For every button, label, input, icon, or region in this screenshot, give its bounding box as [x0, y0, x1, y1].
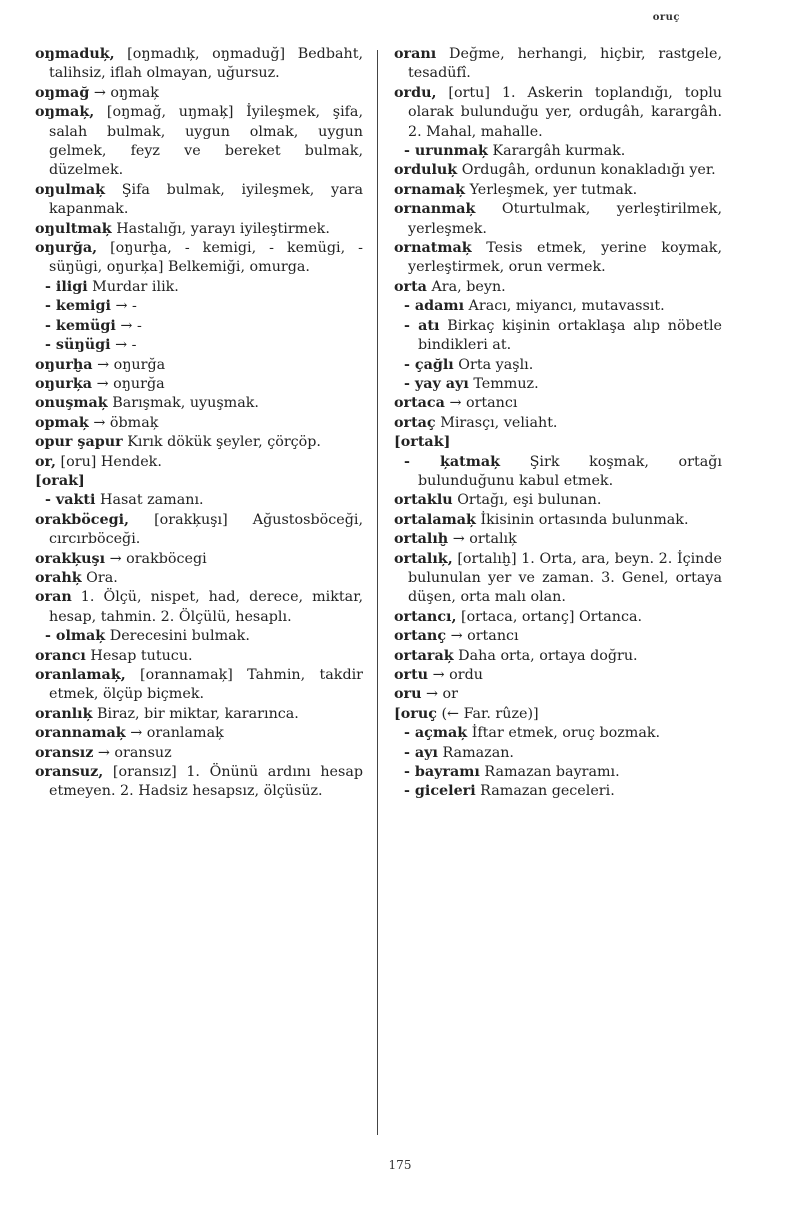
entry-definition: Orta yaşlı.	[453, 356, 534, 373]
entry-headword: orannamaķ	[35, 725, 126, 742]
dictionary-entry	[394, 297, 722, 316]
dictionary-entry	[35, 491, 363, 510]
entry-definition: Biraz, bir miktar, kararınca.	[92, 705, 299, 722]
entry-headword: ortaca	[394, 395, 445, 412]
dictionary-entry	[394, 45, 722, 84]
entry-headword: oranlamaķ,	[35, 667, 126, 683]
dictionary-entry	[35, 550, 363, 569]
dictionary-entry	[394, 433, 722, 452]
dictionary-entry	[35, 414, 363, 433]
entry-headword: ornamaķ	[394, 181, 466, 198]
entry-headword: - ķatmaķ	[404, 453, 501, 470]
dictionary-entry	[394, 744, 722, 763]
dictionary-entry	[394, 530, 722, 549]
entry-headword: oŋmaķ,	[35, 104, 95, 121]
entry-definition: 1. Ölçü, nispet, had, derece, miktar, hesap, tahmin. 2. Ölçülü, hesaplı.	[49, 589, 363, 625]
dictionary-entry	[394, 685, 722, 704]
entry-headword: oŋulmaķ	[35, 181, 106, 198]
left-column	[35, 45, 363, 802]
entry-definition: Ortağı, eşi bulunan.	[452, 492, 602, 509]
entry-headword: oransuz,	[35, 764, 104, 781]
entry-definition: Ara, beyn.	[426, 278, 506, 295]
dictionary-entry	[394, 608, 722, 627]
dictionary-entry	[394, 181, 722, 200]
entry-definition: [orannamaķ] Tahmin, takdir etmek, ölçüp biçmek.	[49, 667, 363, 703]
dictionary-entry	[394, 666, 722, 685]
entry-definition: Ramazan.	[437, 744, 514, 761]
entry-headword: or,	[35, 453, 57, 470]
dictionary-entry	[35, 220, 363, 239]
entry-headword: oŋmağ	[35, 84, 90, 101]
entry-headword: [orak]	[35, 472, 85, 489]
entry-headword: - kemigi	[45, 298, 111, 315]
entry-headword: ornatmaķ	[394, 240, 472, 257]
dictionary-entry	[35, 627, 363, 646]
entry-definition: [orakķuşı] Ağustosböceği, cırcırböceği.	[49, 511, 363, 548]
entry-definition: Murdar ilik.	[87, 278, 179, 295]
entry-definition: Temmuz.	[468, 375, 539, 392]
dictionary-entry	[35, 181, 363, 220]
entry-headword: - bayramı	[404, 764, 480, 781]
entry-headword: [ortak]	[394, 434, 451, 451]
entry-headword: orakböcegi,	[35, 511, 129, 528]
entry-definition: Mirasçı, veliaht.	[435, 414, 558, 431]
entry-definition: → -	[110, 337, 137, 354]
entry-headword: onuşmaķ	[35, 395, 108, 412]
dictionary-entry	[35, 763, 363, 802]
column-divider	[377, 50, 378, 1135]
running-head: oruç	[652, 12, 680, 23]
entry-headword: orduluķ	[394, 162, 458, 179]
dictionary-entry	[35, 375, 363, 394]
dictionary-entry	[394, 200, 722, 239]
entry-headword: - giceleri	[404, 783, 476, 800]
entry-definition: [oransız] 1. Önünü ardını hesap etmeyen. 2. Hadsiz hesapsız, ölçüsüz.	[49, 764, 363, 800]
dictionary-entry	[394, 317, 722, 356]
entry-headword: oŋmaduķ,	[35, 46, 115, 62]
entry-headword: - kemügi	[45, 317, 116, 334]
entry-definition: → oransuz	[93, 744, 172, 761]
entry-definition: → öbmaķ	[88, 414, 159, 431]
dictionary-entry	[394, 161, 722, 180]
entry-definition: Ordugâh, ordunun konakladığı yer.	[457, 162, 716, 179]
entry-definition: → ortancı	[444, 395, 518, 412]
dictionary-entry	[35, 588, 363, 627]
entry-definition: → orakböcegi	[105, 550, 207, 567]
entry-definition: [ortaca, ortanç] Ortanca.	[456, 608, 643, 625]
entry-definition: Ora.	[81, 569, 118, 586]
entry-definition: → oŋurğa	[92, 356, 166, 373]
dictionary-entry	[394, 84, 722, 142]
entry-definition: Oturtulmak, yerleştirilmek, yerleşmek.	[408, 201, 722, 237]
entry-definition: → -	[110, 298, 137, 315]
entry-headword: orancı	[35, 647, 86, 664]
dictionary-entry	[394, 394, 722, 413]
entry-headword: ortalamaķ	[394, 511, 476, 528]
dictionary-entry	[35, 705, 363, 724]
entry-definition: → -	[115, 317, 142, 334]
entry-definition: Ramazan geceleri.	[475, 783, 615, 800]
entry-definition: Şifa bulmak, iyileşmek, yara kapanmak.	[49, 181, 363, 218]
entry-definition: (← Far. rûze)]	[436, 705, 539, 722]
entry-definition: → oŋmaķ	[89, 84, 159, 101]
entry-headword: - iligi	[45, 278, 88, 295]
entry-headword: ortu	[394, 667, 429, 683]
entry-headword: oŋultmaķ	[35, 220, 112, 237]
dictionary-entry	[394, 511, 722, 530]
entry-headword: - süŋügi	[45, 337, 111, 354]
entry-definition: [oŋmadıķ, oŋmaduğ] Bedbaht, talihsiz, iflah olmayan, uğursuz.	[49, 46, 363, 82]
entry-headword: orahķ	[35, 569, 82, 586]
entry-headword: - atı	[404, 317, 440, 334]
entry-definition: Tesis etmek, yerine koymak, yerleştirmek, orun vermek.	[408, 240, 722, 276]
entry-definition: Hasat zamanı.	[95, 492, 204, 509]
entry-headword: - açmaķ	[404, 725, 468, 742]
entry-headword: opmaķ	[35, 414, 89, 431]
entry-definition: Şirk koşmak, ortağı bulunduğunu kabul etmek.	[418, 453, 722, 489]
entry-headword: oŋurğa,	[35, 240, 98, 257]
dictionary-entry	[35, 336, 363, 355]
entry-definition: Yerleşmek, yer tutmak.	[465, 181, 638, 198]
dictionary-entry	[394, 278, 722, 297]
dictionary-entry	[394, 356, 722, 375]
dictionary-entry	[394, 550, 722, 608]
dictionary-entry	[394, 414, 722, 433]
entry-definition: [ortu] 1. Askerin toplandığı, toplu olarak bulunduğu yer, ordugâh, karargâh. 2. Mahal, mahalle.	[408, 84, 722, 140]
entry-headword: oŋurḫa	[35, 356, 93, 373]
entry-definition: [oru] Hendek.	[56, 453, 162, 470]
dictionary-entry	[394, 647, 722, 666]
dictionary-entry	[394, 627, 722, 646]
entry-definition: Daha orta, ortaya doğru.	[453, 647, 638, 664]
entry-headword: - adamı	[404, 298, 464, 315]
entry-definition: Derecesini bulmak.	[105, 628, 250, 645]
entry-definition: → ordu	[428, 667, 483, 683]
dictionary-entry	[35, 103, 363, 181]
entry-headword: [oruç	[394, 705, 437, 722]
entry-definition: Barışmak, uyuşmak.	[107, 395, 259, 412]
entry-headword: orta	[394, 278, 427, 295]
entry-definition: İftar etmek, oruç bozmak.	[467, 725, 661, 742]
dictionary-entry	[35, 472, 363, 491]
dictionary-entry	[394, 375, 722, 394]
entry-headword: oranı	[394, 46, 437, 62]
entry-headword: opur şapur	[35, 434, 123, 451]
page-number: 175	[388, 1158, 412, 1172]
dictionary-entry	[35, 433, 363, 452]
dictionary-entry	[394, 491, 722, 510]
dictionary-entry	[35, 744, 363, 763]
entry-headword: ortaç	[394, 414, 436, 431]
dictionary-entry	[35, 666, 363, 705]
entry-headword: ornanmaķ	[394, 201, 476, 218]
dictionary-entry	[394, 705, 722, 724]
entry-definition: [oŋmağ, uŋmaķ] İyileşmek, şifa, salah bulmak, uygun olmak, uygun gelmek, feyz ve bereket bulmak, düzelmek.	[49, 104, 363, 179]
dictionary-entry	[35, 278, 363, 297]
entry-headword: - olmaķ	[45, 628, 106, 645]
entry-headword: - vakti	[45, 492, 96, 509]
dictionary-entry	[35, 297, 363, 316]
entry-definition: Ramazan bayramı.	[479, 764, 620, 781]
entry-definition: → ortancı	[446, 628, 519, 645]
entry-definition: → or	[421, 686, 458, 703]
entry-definition: [oŋurḫa, - kemigi, - kemügi, - süŋügi, oŋurķa] Belkemiği, omurga.	[49, 240, 363, 276]
entry-headword: ortalıḫ	[394, 531, 449, 548]
entry-headword: oran	[35, 589, 72, 606]
dictionary-entry	[394, 782, 722, 801]
entry-headword: oranlıķ	[35, 705, 93, 722]
dictionary-entry	[394, 724, 722, 743]
dictionary-entry	[394, 453, 722, 492]
entry-headword: ortancı,	[394, 608, 457, 625]
dictionary-entry	[35, 647, 363, 666]
entry-definition: Hastalığı, yarayı iyileştirmek.	[111, 220, 330, 237]
dictionary-entry	[35, 84, 363, 103]
dictionary-entry	[35, 317, 363, 336]
entry-headword: ortalıķ,	[394, 550, 453, 567]
dictionary-entry	[394, 142, 722, 161]
dictionary-entry	[35, 394, 363, 413]
entry-headword: oŋurķa	[35, 375, 93, 392]
entry-definition: Değme, herhangi, hiçbir, rastgele, tesadüfî.	[408, 46, 722, 82]
dictionary-entry	[394, 763, 722, 782]
entry-headword: ortanç	[394, 628, 447, 645]
entry-definition: Kırık dökük şeyler, çörçöp.	[122, 434, 321, 451]
entry-headword: oransız	[35, 744, 94, 761]
entry-definition: Karargâh kurmak.	[487, 143, 626, 160]
entry-headword: - çağlı	[404, 356, 454, 373]
entry-headword: ortaraķ	[394, 647, 454, 664]
dictionary-entry	[35, 45, 363, 84]
dictionary-entry	[35, 239, 363, 278]
entry-headword: - urunmaķ	[404, 143, 488, 160]
entry-headword: oru	[394, 686, 422, 703]
entry-definition: [ortalıḫ] 1. Orta, ara, beyn. 2. İçinde bulunulan yer ve zaman. 3. Genel, ortaya düşen, orta malı olan.	[408, 550, 722, 606]
dictionary-entry	[35, 511, 363, 550]
dictionary-entry	[35, 569, 363, 588]
entry-headword: ordu,	[394, 84, 437, 101]
entry-definition: Aracı, miyancı, mutavassıt.	[464, 298, 665, 315]
entry-headword: - ayı	[404, 744, 438, 761]
entry-definition: İkisinin ortasında bulunmak.	[475, 511, 689, 528]
entry-definition: Birkaç kişinin ortaklaşa alıp nöbetle bindikleri at.	[418, 317, 722, 354]
dictionary-entry	[35, 453, 363, 472]
entry-definition: → oŋurğa	[92, 375, 165, 392]
entry-headword: - yay ayı	[404, 375, 469, 392]
entry-headword: ortaklu	[394, 492, 453, 509]
dictionary-entry	[394, 239, 722, 278]
entry-definition: → ortalıķ	[448, 531, 517, 548]
entry-definition: Hesap tutucu.	[85, 647, 193, 664]
right-column	[394, 45, 722, 802]
entry-headword: orakķuşı	[35, 550, 106, 567]
dictionary-entry	[35, 724, 363, 743]
entry-definition: → oranlamaķ	[125, 725, 224, 742]
dictionary-entry	[35, 356, 363, 375]
